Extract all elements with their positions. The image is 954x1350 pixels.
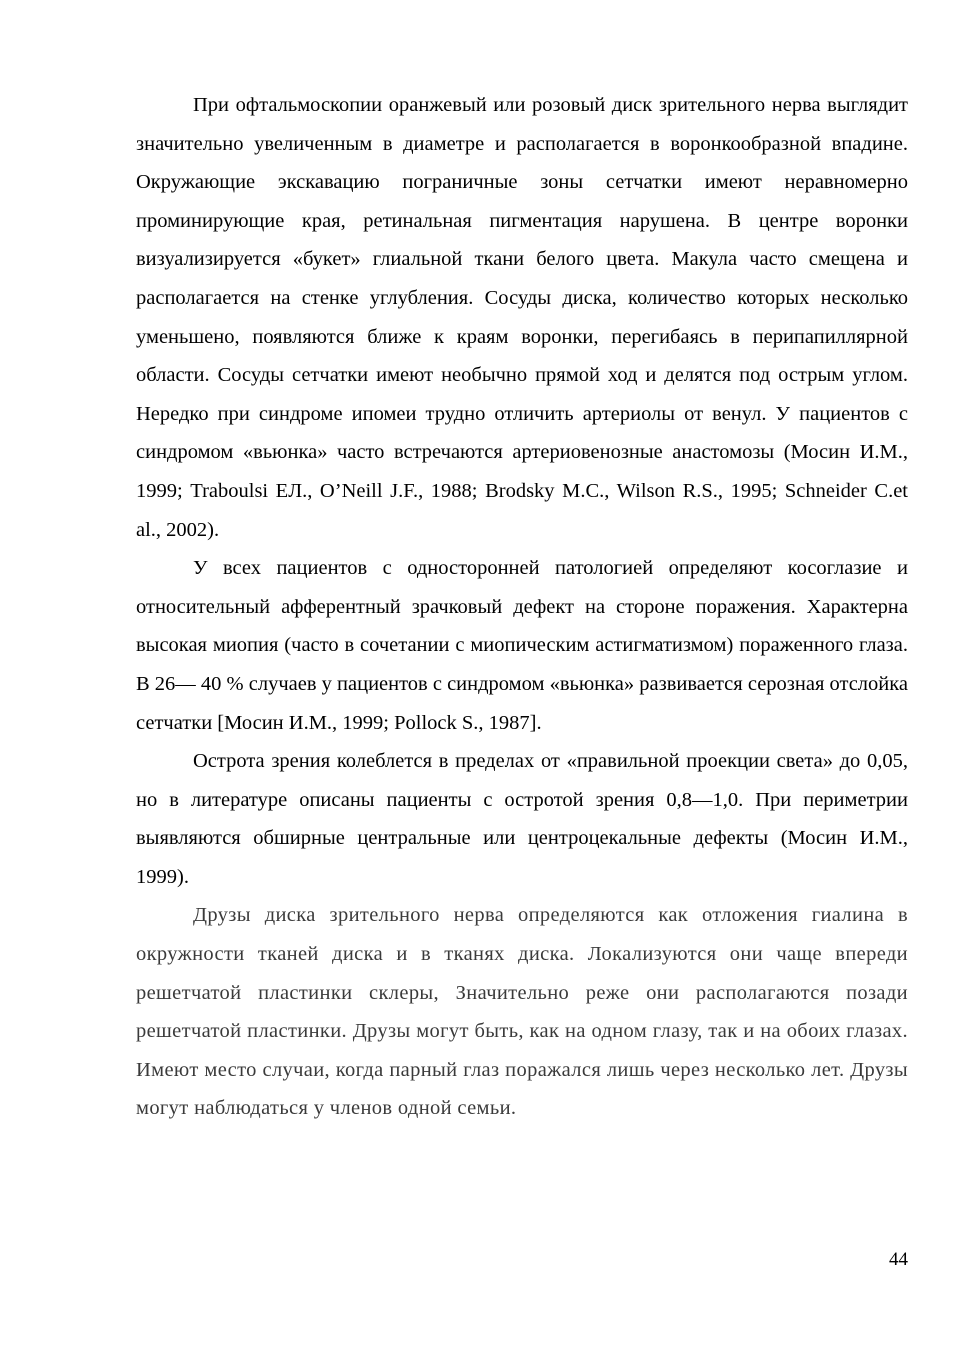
page-number: 44 (889, 1249, 908, 1270)
body-text (136, 86, 908, 1128)
paragraph-visual-acuity: Острота зрения колеблется в пределах от «правильной проекции света» до 0,05, но в литературе описаны пациенты с остротой зрения 0,8—1,0. При периметрии выявляются обширные центральные или центроцекальные дефекты (Мосин И.М., 1999). (136, 750, 908, 888)
paragraph-ophthalmoscopy: При офтальмоскопии оранжевый или розовый диск зрительного нерва выглядит значительно увеличенным в диаметре и располагается в воронкообразной впадине. Окружающие экскавацию пограничные зоны сетчатки имеют неравномерно проминирующие края, ретинальная пигментация нарушена. В центре воронки визуализируется «букет» глиальной ткани белого цвета. Макула часто смещена и располагается на стенке углубления. Сосуды диска, количество которых несколько уменьшено, появляются ближе к краям воронки, перегибаясь в перипапиллярной области. Сосуды сетчатки имеют необычно прямой ход и делятся под острым углом. Нередко при синдроме ипомеи трудно отличить артериолы от венул. У пациентов с синдромом «вьюнка» часто встречаются артериовенозные анастомозы (Мосин И.М., 1999; Traboulsi EЛ., O’Neill J.F., 1988; Brodsky M.C., Wilson R.S., 1995; Schneider C.et al., 2002). (136, 94, 908, 541)
paragraph-optic-disc-drusen: Друзы диска зрительного нерва определяются как отложения гиалина в окружности тканей диска и в тканях диска. Локализуются они чаще впереди решетчатой пластинки склеры, Значительно реже они располагаются позади решетчатой пластинки. Друзы могут быть, как на одном глазу, так и на обоих глазах. Имеют место случаи, когда парный глаз поражался лишь через несколько лет. Друзы могут наблюдаться у членов одной семьи. (136, 904, 908, 1120)
paragraph-unilateral-pathology: У всех пациентов с односторонней патологией определяют косоглазие и относительный афферентный зрачковый дефект на стороне поражения. Характерна высокая миопия (часто в сочетании с миопическим астигматизмом) пораженного глаза. В 26— 40 % случаев у пациентов с синдромом «вьюнка» развивается серозная отслойка сетчатки [Мосин И.М., 1999; Pollock S., 1987]. (136, 557, 908, 734)
